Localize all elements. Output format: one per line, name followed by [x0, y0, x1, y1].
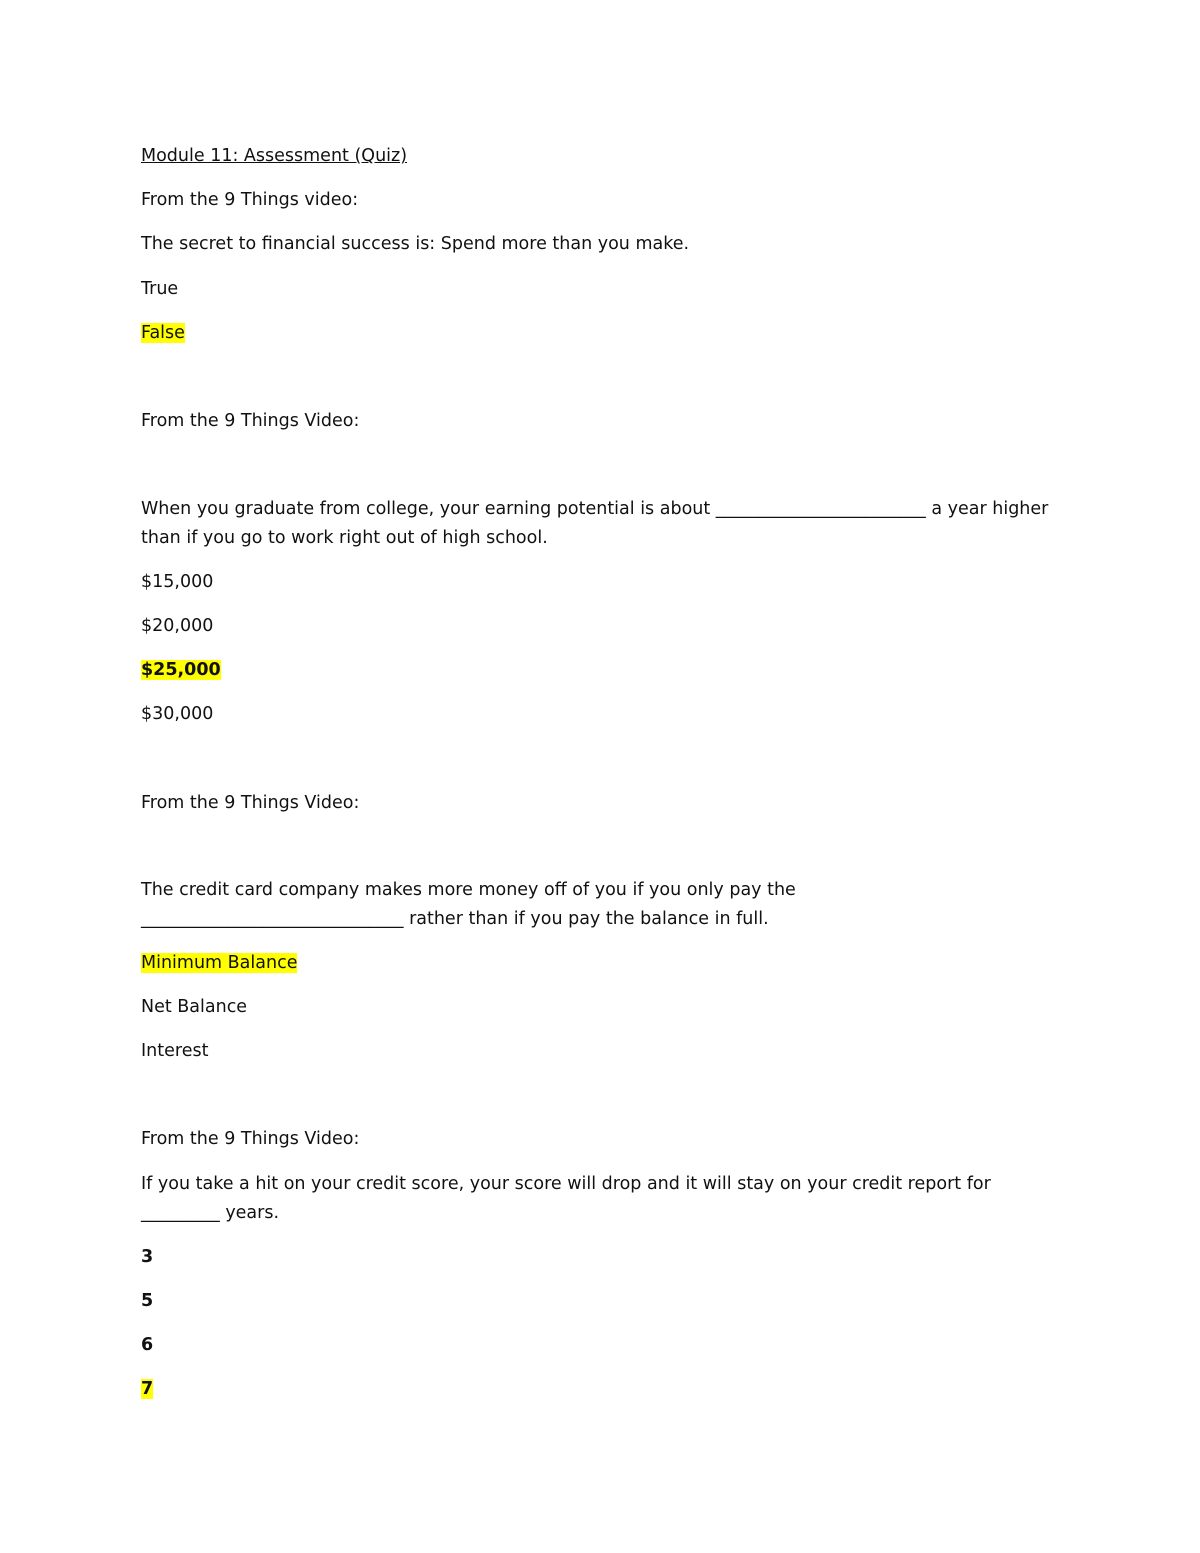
question-3-option-3 — [141, 1039, 208, 1063]
question-4-source: From the 9 Things Video: — [141, 1129, 360, 1149]
question-1-option-false — [141, 321, 185, 345]
question-4-option-2 — [141, 1289, 153, 1313]
option-label: Interest — [141, 1041, 209, 1061]
question-2-source: From the 9 Things Video: — [141, 411, 360, 431]
question-2-option-2 — [141, 614, 213, 638]
option-label: 6 — [141, 1335, 154, 1355]
option-label: True — [141, 279, 179, 299]
question-2-prompt-line-1: When you graduate from college, your earning potential is about ________________________ a year higher — [141, 499, 1049, 519]
question-3-prompt-line-2: ______________________________ rather than if you pay the balance in full. — [141, 909, 769, 929]
option-label: 5 — [141, 1291, 154, 1311]
option-label-highlighted: False — [141, 323, 185, 343]
question-1-option-true — [141, 277, 178, 301]
option-label-highlighted: 7 — [141, 1379, 154, 1399]
question-4-option-4 — [141, 1377, 153, 1401]
option-label: Net Balance — [141, 997, 248, 1017]
option-label: 3 — [141, 1247, 154, 1267]
question-1-prompt: The secret to financial success is: Spend more than you make. — [141, 234, 690, 254]
option-label: $20,000 — [141, 616, 214, 636]
question-4-option-3 — [141, 1333, 153, 1357]
question-4-prompt-line-1: If you take a hit on your credit score, your score will drop and it will stay on your credit report for — [141, 1174, 991, 1194]
question-2-option-3 — [141, 658, 221, 682]
question-4-prompt-line-2: _________ years. — [141, 1203, 280, 1223]
question-4-option-1 — [141, 1245, 153, 1269]
question-2-prompt-line-2: than if you go to work right out of high school. — [141, 528, 548, 548]
option-label: $15,000 — [141, 572, 214, 592]
question-2-option-1 — [141, 570, 213, 594]
page-title: Module 11: Assessment (Quiz) — [141, 146, 408, 166]
option-label-highlighted: $25,000 — [141, 660, 221, 680]
question-3-source: From the 9 Things Video: — [141, 793, 360, 813]
option-label-highlighted: Minimum Balance — [141, 953, 298, 973]
question-1-source: From the 9 Things video: — [141, 190, 359, 210]
question-3-prompt-line-1: The credit card company makes more money off of you if you only pay the — [141, 880, 796, 900]
question-3-option-1 — [141, 951, 297, 975]
question-3-option-2 — [141, 995, 247, 1019]
question-2-option-4 — [141, 702, 213, 726]
option-label: $30,000 — [141, 704, 214, 724]
